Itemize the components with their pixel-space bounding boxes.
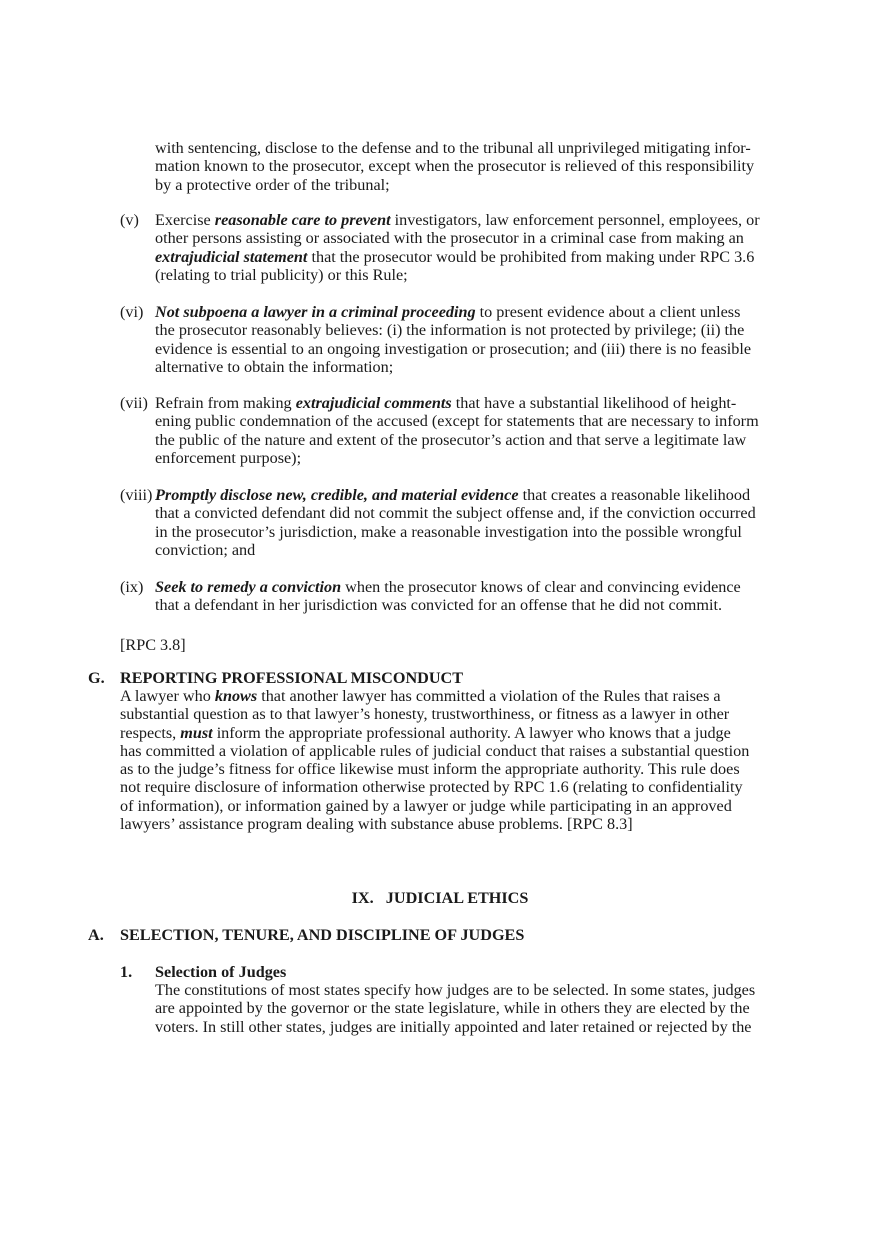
text-segment: the prosecutor reasonably believes: (i) the information is not protected by privilege; (ii) the	[155, 321, 745, 340]
section-a-title: SELECTION, TENURE, AND DISCIPLINE OF JUDGES	[120, 926, 525, 944]
text-segment: has committed a violation of applicable rules of judicial conduct that raises a substantial question	[120, 741, 750, 760]
item-vii-text	[155, 394, 759, 467]
text-line	[155, 1018, 755, 1036]
text-segment: as to the judge’s fitness for office likewise must inform the appropriate authority. This rule does	[120, 760, 740, 779]
text-segment: by a protective order of the tribunal;	[155, 175, 390, 194]
text-line	[155, 394, 759, 412]
text-line	[155, 999, 755, 1017]
text-segment: voters. In still other states, judges are initially appointed and later retained or rejected by the	[155, 1017, 752, 1036]
section-a-label: A.	[88, 926, 104, 944]
text-line	[155, 449, 759, 467]
emphasis-text: Seek to remedy a conviction	[155, 578, 342, 596]
item-v-text	[155, 211, 760, 284]
text-line	[155, 431, 759, 449]
text-segment: not require disclosure of information otherwise protected by RPC 1.6 (relating to confidentiality	[120, 778, 743, 797]
text-segment: respects,	[120, 723, 181, 742]
text-segment: when the prosecutor knows of clear and convincing evidence	[341, 578, 741, 596]
text-segment: investigators, law enforcement personnel, employees, or	[390, 211, 760, 229]
text-segment: of information), or information gained by a lawyer or judge while participating in an approved	[120, 796, 732, 815]
section-g-title: REPORTING PROFESSIONAL MISCONDUCT	[120, 669, 464, 687]
subsection-1-title: Selection of Judges	[155, 963, 287, 981]
emphasis-text: Not subpoena a lawyer in a criminal proceeding	[155, 303, 476, 321]
text-segment: (relating to trial publicity) or this Rule;	[155, 265, 408, 284]
text-segment: other persons assisting or associated with the prosecutor in a criminal case from making an	[155, 229, 744, 248]
text-segment: that a defendant in her jurisdiction was convicted for an offense that he did not commit.	[155, 596, 722, 615]
text-line	[155, 176, 754, 194]
text-segment: the public of the nature and extent of the prosecutor’s action and that serve a legitimate law	[155, 430, 747, 449]
text-line	[155, 248, 760, 266]
text-segment: conviction; and	[155, 540, 256, 559]
subsection-1-body	[155, 981, 755, 1036]
text-line	[155, 578, 741, 596]
text-line	[155, 412, 759, 430]
text-segment: that creates a reasonable likelihood	[518, 486, 751, 504]
text-segment: mation known to the prosecutor, except when the prosecutor is relieved of this responsibility	[155, 157, 755, 176]
item-label-ix: (ix)	[120, 578, 144, 596]
text-segment: The constitutions of most states specify how judges are to be selected. In some states, judges	[155, 981, 756, 999]
emphasis-text: extrajudicial comments	[295, 394, 452, 412]
text-line	[155, 541, 756, 559]
subsection-1-label: 1.	[120, 963, 133, 981]
emphasis-text: reasonable care to prevent	[214, 211, 391, 229]
text-line	[155, 157, 754, 175]
text-line	[155, 523, 756, 541]
text-line	[120, 687, 749, 705]
text-line	[155, 358, 751, 376]
text-line	[155, 504, 756, 522]
text-line	[120, 815, 749, 833]
section-g-body	[120, 687, 749, 833]
text-line	[155, 266, 760, 284]
intro-paragraph	[155, 139, 754, 194]
text-line	[155, 596, 741, 614]
text-segment: that the prosecutor would be prohibited from making under RPC 3.6	[307, 247, 755, 266]
text-line	[155, 139, 754, 157]
text-segment: Refrain from making	[155, 394, 296, 412]
text-segment: inform the appropriate professional authority. A lawyer who knows that a judge	[212, 723, 731, 742]
emphasis-text: Promptly disclose new, credible, and material evidence	[155, 486, 519, 504]
text-segment: with sentencing, disclose to the defense and to the tribunal all unprivileged mitigating infor-	[155, 139, 751, 157]
text-line	[120, 760, 749, 778]
text-line	[155, 211, 760, 229]
chapter-title: JUDICIAL ETHICS	[385, 889, 529, 907]
citation: [RPC 3.8]	[120, 636, 186, 654]
emphasis-text: extrajudicial statement	[155, 247, 308, 266]
text-segment: A lawyer who	[120, 687, 215, 705]
emphasis-text: knows	[214, 687, 258, 705]
text-line	[155, 486, 756, 504]
text-line	[120, 797, 749, 815]
text-line	[120, 778, 749, 796]
text-line	[155, 340, 751, 358]
text-line	[155, 981, 755, 999]
text-line	[155, 303, 751, 321]
text-segment: that another lawyer has committed a violation of the Rules that raises a	[257, 687, 721, 705]
text-segment: that have a substantial likelihood of height-	[451, 394, 737, 412]
item-label-v: (v)	[120, 211, 139, 229]
item-label-viii: (viii)	[120, 486, 153, 504]
text-segment: to present evidence about a client unless	[475, 303, 741, 321]
text-segment: that a convicted defendant did not commit the subject offense and, if the conviction occurred	[155, 504, 756, 523]
text-line	[155, 321, 751, 339]
text-line	[155, 229, 760, 247]
emphasis-text: must	[180, 723, 213, 742]
text-segment: are appointed by the governor or the state legislature, while in others they are elected by the	[155, 999, 750, 1018]
text-segment: Exercise	[155, 211, 215, 229]
text-segment: ening public condemnation of the accused (except for statements that are necessary to inform	[155, 412, 759, 431]
text-line	[120, 742, 749, 760]
text-segment: alternative to obtain the information;	[155, 357, 394, 376]
text-segment: lawyers’ assistance program dealing with substance abuse problems. [RPC 8.3]	[120, 815, 633, 834]
item-ix-text	[155, 578, 741, 615]
item-viii-text	[155, 486, 756, 559]
chapter-number: IX.	[351, 889, 374, 907]
item-label-vii: (vii)	[120, 394, 148, 412]
text-line	[120, 705, 749, 723]
chapter-heading	[0, 889, 880, 907]
text-segment: evidence is essential to an ongoing investigation or prosecution; and (iii) there is no feasible	[155, 339, 752, 358]
item-label-vi: (vi)	[120, 303, 144, 321]
text-segment: substantial question as to that lawyer’s honesty, trustworthiness, or fitness as a lawyer in other	[120, 705, 730, 724]
text-line	[120, 724, 749, 742]
text-segment: in the prosecutor’s jurisdiction, make a reasonable investigation into the possible wrongful	[155, 522, 742, 541]
section-g-label: G.	[88, 669, 105, 687]
text-segment: enforcement purpose);	[155, 448, 302, 467]
item-vi-text	[155, 303, 751, 376]
